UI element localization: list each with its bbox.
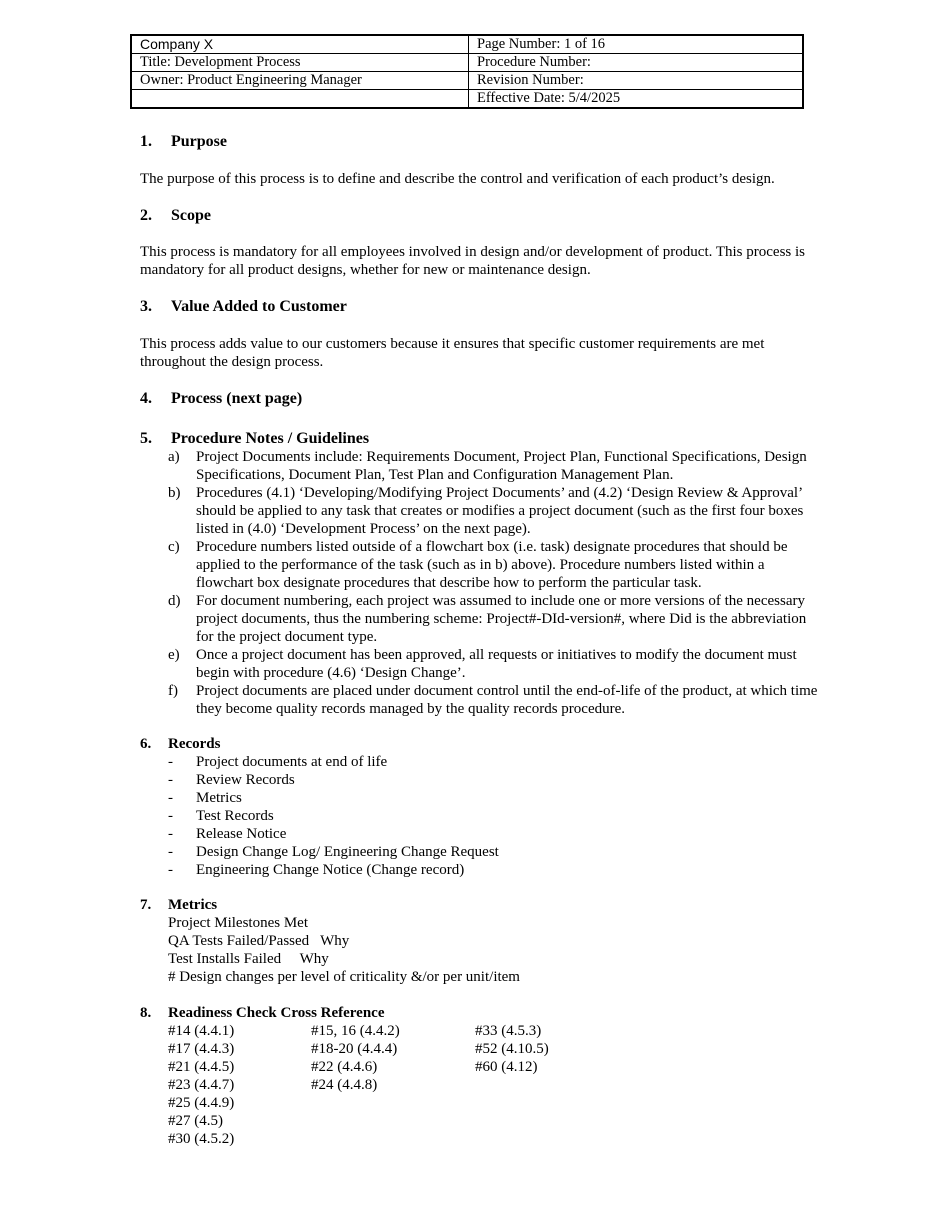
metric-line: QA Tests Failed/Passed Why bbox=[168, 933, 350, 949]
list-item bbox=[168, 682, 818, 718]
list-marker: c) bbox=[168, 539, 180, 555]
list-item-text: Review Records bbox=[196, 772, 295, 788]
section-title: Value Added to Customer bbox=[171, 298, 347, 315]
list-bullet: - bbox=[168, 844, 173, 860]
blank-cell bbox=[131, 90, 469, 109]
list-item bbox=[168, 861, 818, 879]
section-title: Readiness Check Cross Reference bbox=[168, 1005, 385, 1021]
list-bullet: - bbox=[168, 754, 173, 770]
section-number: 6. bbox=[140, 736, 152, 752]
list-item-text: Project Documents include: Requirements Document, Project Plan, Functional Specifications, Design Specifications, Document Plan, Test Plan and Configuration Management Plan. bbox=[196, 449, 807, 483]
list-item bbox=[168, 484, 818, 538]
cross-reference-entry: #22 (4.4.6) bbox=[311, 1059, 378, 1075]
cross-reference-entry: #15, 16 (4.4.2) bbox=[311, 1023, 400, 1039]
document-title: Title: Development Process bbox=[131, 54, 469, 72]
list-bullet: - bbox=[168, 826, 173, 842]
section-title: Scope bbox=[171, 207, 211, 224]
section-title: Records bbox=[168, 736, 221, 752]
section-title: Metrics bbox=[168, 897, 218, 913]
list-item-text: Test Records bbox=[196, 808, 274, 824]
cross-reference-entry: #24 (4.4.8) bbox=[311, 1077, 378, 1093]
list-item bbox=[168, 825, 818, 843]
list-marker: e) bbox=[168, 647, 180, 663]
section-value-text: This process adds value to our customers because it ensures that specific customer requirements are met throughout the design process. bbox=[140, 336, 765, 370]
cross-reference-entry: #18-20 (4.4.4) bbox=[311, 1041, 398, 1057]
cross-reference-entry: #27 (4.5) bbox=[168, 1113, 223, 1129]
section-number: 8. bbox=[140, 1005, 152, 1021]
section-readiness-heading bbox=[140, 1004, 385, 1022]
list-item bbox=[168, 538, 818, 592]
list-bullet: - bbox=[168, 808, 173, 824]
section-scope-text: This process is mandatory for all employees involved in design and/or development of product. This process is mandatory for all product designs, whether for new or maintenance design. bbox=[140, 244, 806, 278]
section-number: 4. bbox=[140, 390, 152, 407]
cross-reference-entry: #60 (4.12) bbox=[475, 1059, 538, 1075]
document-owner: Owner: Product Engineering Manager bbox=[131, 72, 469, 90]
list-marker: d) bbox=[168, 593, 181, 609]
cross-reference-entry: #25 (4.4.9) bbox=[168, 1095, 235, 1111]
list-item-text: Project documents are placed under document control until the end-of-life of the product, at which time they become quality records managed by the quality records procedure. bbox=[196, 683, 818, 717]
list-item-text: Once a project document has been approved, all requests or initiatives to modify the document must begin with procedure (4.6) ‘Design Change’. bbox=[196, 647, 797, 681]
section-title: Process (next page) bbox=[171, 390, 303, 407]
cross-reference-entry: #14 (4.4.1) bbox=[168, 1023, 235, 1039]
list-item bbox=[168, 753, 818, 771]
list-item-text: Release Notice bbox=[196, 826, 287, 842]
section-purpose-heading bbox=[140, 133, 227, 151]
section-records-heading bbox=[140, 735, 221, 753]
revision-number: Revision Number: bbox=[469, 72, 804, 90]
section-scope-heading bbox=[140, 207, 211, 225]
section-title: Purpose bbox=[171, 133, 227, 150]
section-number: 2. bbox=[140, 207, 152, 224]
section-notes-heading bbox=[140, 430, 369, 448]
section-purpose-text: The purpose of this process is to define and describe the control and verification of each product’s design. bbox=[140, 171, 775, 187]
list-item bbox=[168, 771, 818, 789]
section-metrics-heading bbox=[140, 896, 217, 914]
list-item-text: Procedure numbers listed outside of a flowchart box (i.e. task) designate procedures that should be applied to the performance of the task (such as in b) above). Procedure numbers listed within a flowchart box designate procedures that describe how to perform the particular task. bbox=[196, 539, 788, 591]
list-bullet: - bbox=[168, 862, 173, 878]
procedure-number: Procedure Number: bbox=[469, 54, 804, 72]
cross-reference-entry: #23 (4.4.7) bbox=[168, 1077, 235, 1093]
list-item-text: Procedures (4.1) ‘Developing/Modifying Project Documents’ and (4.2) ‘Design Review & Approval’ should be applied to any task that creates or modifies a project document (such as the first four boxes listed in (4.0) ‘Development Process’ on the next page). bbox=[196, 485, 804, 537]
list-item-text: Engineering Change Notice (Change record) bbox=[196, 862, 465, 878]
cross-reference-entry: #52 (4.10.5) bbox=[475, 1041, 549, 1057]
metric-line: # Design changes per level of criticality &/or per unit/item bbox=[168, 969, 520, 985]
section-process-heading bbox=[140, 390, 302, 408]
cross-reference-entry: #21 (4.4.5) bbox=[168, 1059, 235, 1075]
document-header-table bbox=[130, 34, 804, 109]
list-bullet: - bbox=[168, 790, 173, 806]
cross-reference-entry: #30 (4.5.2) bbox=[168, 1131, 235, 1147]
effective-date: Effective Date: 5/4/2025 bbox=[469, 90, 804, 109]
list-item-text: Project documents at end of life bbox=[196, 754, 388, 770]
list-marker: a) bbox=[168, 449, 180, 465]
list-marker: b) bbox=[168, 485, 181, 501]
list-item bbox=[168, 592, 818, 646]
section-value-heading bbox=[140, 298, 347, 316]
list-bullet: - bbox=[168, 772, 173, 788]
cross-reference-entry: #33 (4.5.3) bbox=[475, 1023, 542, 1039]
list-item-text: Design Change Log/ Engineering Change Request bbox=[196, 844, 499, 860]
section-number: 5. bbox=[140, 430, 152, 447]
metric-line: Project Milestones Met bbox=[168, 915, 308, 931]
list-item bbox=[168, 646, 818, 682]
list-item bbox=[168, 448, 818, 484]
list-item bbox=[168, 789, 818, 807]
page-number: Page Number: 1 of 16 bbox=[469, 35, 804, 54]
list-item bbox=[168, 807, 818, 825]
cross-reference-entry: #17 (4.4.3) bbox=[168, 1041, 235, 1057]
list-item-text: For document numbering, each project was assumed to include one or more versions of the necessary project documents, thus the numbering scheme: Project#-DId-version#, where Did is the abbreviation for the project document type. bbox=[196, 593, 807, 645]
company-name: Company X bbox=[131, 35, 469, 54]
section-number: 7. bbox=[140, 897, 152, 913]
section-number: 1. bbox=[140, 133, 152, 150]
list-marker: f) bbox=[168, 683, 178, 699]
list-item-text: Metrics bbox=[196, 790, 242, 806]
section-number: 3. bbox=[140, 298, 152, 315]
metric-line: Test Installs Failed Why bbox=[168, 951, 329, 967]
section-title: Procedure Notes / Guidelines bbox=[171, 430, 370, 447]
list-item bbox=[168, 843, 818, 861]
